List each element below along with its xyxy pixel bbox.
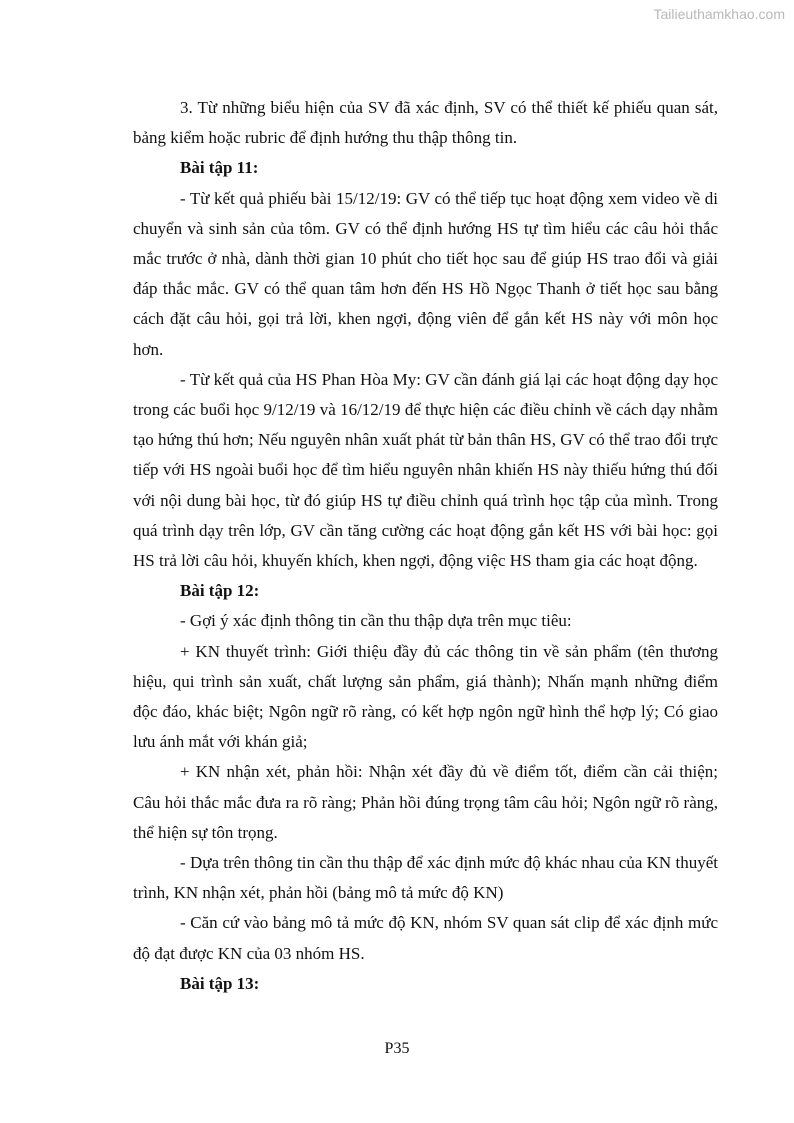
paragraph-exercise-11-a: - Từ kết quả phiếu bài 15/12/19: GV có thể tiếp tục hoạt động xem video về di chuyển và sinh sản của tôm. GV có thể định hướng HS tự tìm hiểu các câu hỏi thắc mắc trước ở nhà, dành thời gian 10 phút cho tiết học sau để giúp HS trao đổi và giải đáp thắc mắc. GV có thể quan tâm hơn đến HS Hồ Ngọc Thanh ở tiết học sau bằng cách đặt câu hỏi, gọi trả lời, khen ngợi, động viên để gắn kết HS này với môn học hơn. (133, 188, 718, 359)
page-body (133, 93, 718, 999)
paragraph-exercise-12-b: + KN thuyết trình: Giới thiệu đầy đủ các thông tin về sản phẩm (tên thương hiệu, qui trình sản xuất, chất lượng sản phẩm, giá thành); Nhấn mạnh những điểm độc đáo, khác biệt; Ngôn ngữ rõ ràng, có kết hợp ngôn ngữ hình thể hợp lý; Có giao lưu ánh mắt với khán giả; (133, 641, 718, 752)
paragraph-exercise-12-a: - Gợi ý xác định thông tin cần thu thập dựa trên mục tiêu: (180, 611, 572, 631)
paragraph-exercise-12-e: - Căn cứ vào bảng mô tả mức độ KN, nhóm SV quan sát clip để xác định mức độ đạt được KN của 03 nhóm HS. (133, 913, 718, 963)
heading-exercise-13: Bài tập 13: (180, 973, 260, 993)
heading-exercise-12: Bài tập 12: (180, 581, 260, 601)
paragraph-exercise-12-d: - Dựa trên thông tin cần thu thập để xác định mức độ khác nhau của KN thuyết trình, KN nhận xét, phản hồi (bảng mô tả mức độ KN) (133, 853, 718, 903)
watermark: Tailieuthamkhao.com (653, 6, 785, 22)
heading-exercise-11: Bài tập 11: (180, 158, 259, 178)
page-number: P35 (384, 1040, 410, 1057)
paragraph-exercise-11-b: - Từ kết quả của HS Phan Hòa My: GV cần đánh giá lại các hoạt động dạy học trong các buổi học 9/12/19 và 16/12/19 để thực hiện các điều chỉnh về cách dạy nhằm tạo hứng thú hơn; Nếu nguyên nhân xuất phát từ bản thân HS, GV có thể trao đổi trực tiếp với HS ngoài buổi học để tìm hiểu nguyên nhân khiến HS này thiếu hứng thú đối với nội dung bài học, từ đó giúp HS tự điều chỉnh quá trình học tập của mình. Trong quá trình dạy trên lớp, GV cần tăng cường các hoạt động gắn kết HS với bài học: gọi HS trả lời câu hỏi, khuyến khích, khen ngợi, động việc HS tham gia các hoạt động. (133, 369, 718, 571)
paragraph-intro: 3. Từ những biểu hiện của SV đã xác định, SV có thể thiết kế phiếu quan sát, bảng kiểm hoặc rubric để định hướng thu thập thông tin. (133, 98, 718, 148)
paragraph-exercise-12-c: + KN nhận xét, phản hồi: Nhận xét đầy đủ về điểm tốt, điểm cần cải thiện; Câu hỏi thắc mắc đưa ra rõ ràng; Phản hồi đúng trọng tâm câu hỏi; Ngôn ngữ rõ ràng, thể hiện sự tôn trọng. (133, 762, 718, 842)
